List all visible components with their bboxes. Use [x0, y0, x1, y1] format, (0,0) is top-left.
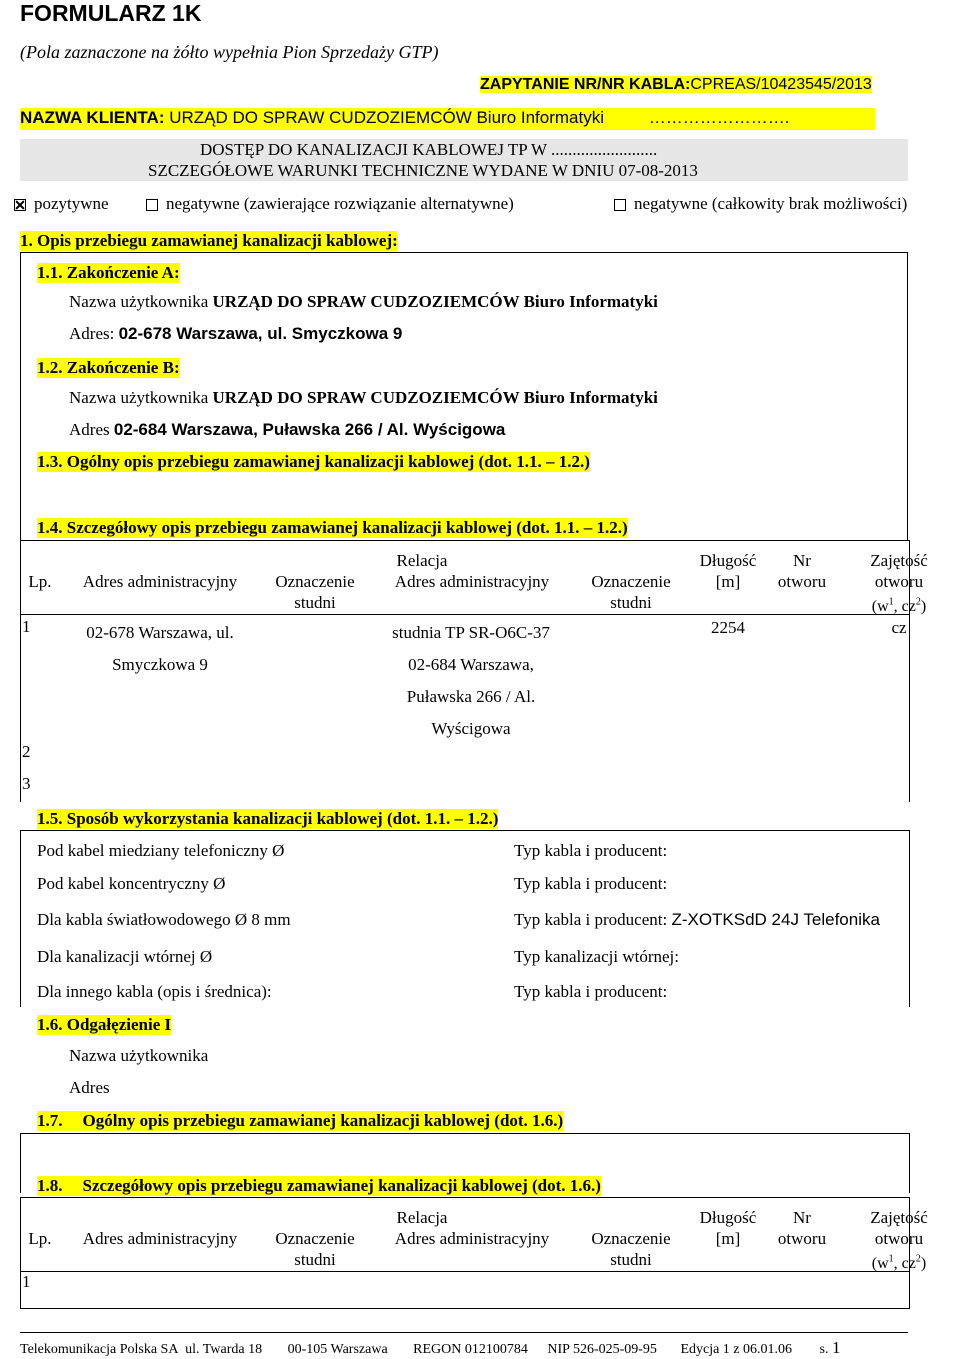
end-a-user-value: URZĄD DO SPRAW CUDZOZIEMCÓW Biuro Informatyki	[212, 292, 658, 311]
option-positive[interactable]	[14, 194, 109, 214]
section1-heading: 1. Opis przebiegu zamawianej kanalizacji kablowej:	[20, 231, 398, 250]
footer-street: ul. Twarda 18	[185, 1342, 263, 1357]
form-subtitle: (Pola zaznaczone na żółto wypełnia Pion Sprzedaży GTP)	[20, 42, 439, 62]
col-length	[690, 550, 766, 592]
table-row-2-lp: 2	[22, 742, 31, 761]
occ-mid: , cz	[893, 598, 916, 616]
usage-left-2: Pod kabel koncentryczny Ø	[37, 874, 226, 893]
col-length-a: Długość	[699, 551, 757, 570]
col-address-1: Adres administracyjny	[82, 572, 238, 591]
occ-post: )	[920, 598, 927, 616]
usage-left-1: Pod kabel miedziany telefoniczny Ø	[37, 841, 285, 860]
branch-general-num: 1.7.	[37, 1111, 63, 1130]
general-route-heading: 1.3. Ogólny opis przebiegu zamawianej kanalizacji kablowej (dot. 1.1. – 1.2.)	[37, 452, 590, 471]
usage-right-3-label: Typ kabla i producent:	[514, 910, 668, 929]
branch-col-lp: Lp.	[28, 1229, 52, 1248]
col-occupancy-c	[872, 598, 926, 615]
table-row-1-lp: 1	[22, 617, 31, 636]
end-a-address	[69, 324, 402, 344]
client-value: URZĄD DO SPRAW CUDZOZIEMCÓW Biuro Informatyki	[169, 108, 605, 127]
footer-rule	[20, 1332, 908, 1333]
col-manhole-2-a: Oznaczenie	[591, 572, 671, 591]
footer-regon: REGON 012100784	[413, 1342, 528, 1357]
option-negative-alternative-label: negatywne (zawierające rozwiązanie alternatywne)	[166, 194, 514, 213]
usage-right-2: Typ kabla i producent:	[514, 874, 668, 893]
col-length-b: [m]	[715, 572, 741, 591]
end-b-user-value: URZĄD DO SPRAW CUDZOZIEMCÓW Biuro Informatyki	[212, 388, 658, 407]
form-title: FORMULARZ 1K	[20, 0, 202, 26]
end-b-user-label: Nazwa użytkownika	[69, 388, 209, 407]
col-lp: Lp.	[28, 572, 52, 591]
end-a-heading: 1.1. Zakończenie A:	[37, 263, 180, 282]
client-row	[20, 108, 875, 130]
col-occupancy-a: Zajętość	[870, 551, 928, 570]
usage-heading: 1.5. Sposób wykorzystania kanalizacji kablowej (dot. 1.1. – 1.2.)	[37, 809, 499, 828]
row1-addr2-l4: Wyścigowa	[431, 719, 511, 738]
usage-right-3	[514, 910, 880, 930]
checked-checkbox-icon[interactable]	[14, 199, 26, 211]
col-manhole-1	[262, 571, 368, 613]
occ-sup2: 2	[915, 597, 921, 608]
b-col-occupancy-a: Zajętość	[870, 1208, 928, 1227]
col-manhole-2-b: studni	[610, 593, 652, 612]
usage-left-3: Dla kabla światłowodowego Ø 8 mm	[37, 910, 291, 929]
row1-addr2-l2: 02-684 Warszawa,	[408, 655, 534, 674]
usage-left-5: Dla innego kabla (opis i średnica):	[37, 982, 272, 1001]
branch-col-address-1: Adres administracyjny	[82, 1229, 238, 1248]
option-negative-none-label: negatywne (całkowity brak możliwości)	[634, 194, 908, 213]
option-positive-label: pozytywne	[34, 194, 109, 213]
branch-detail-heading	[37, 1176, 601, 1196]
end-b-address-label: Adres	[69, 420, 110, 439]
row1-addr2-l1: studnia TP SR-O6C-37	[392, 623, 550, 642]
table-row-1-address-2	[366, 617, 576, 745]
branch-table-header-divider	[20, 1271, 910, 1272]
footer-company: Telekomunikacja Polska SA	[20, 1342, 178, 1357]
branch-col-length	[690, 1207, 766, 1249]
row1-addr2-l3: Puławska 266 / Al.	[406, 687, 536, 706]
end-a-address-value: 02-678 Warszawa, ul. Smyczkowa 9	[118, 324, 403, 343]
table-row-1-length: 2254	[711, 618, 745, 637]
checkbox-icon[interactable]	[614, 199, 626, 211]
b-occ-mid: , cz	[893, 1255, 916, 1273]
branch-col-duct-no	[766, 1207, 838, 1249]
b-occ-post: )	[920, 1255, 927, 1273]
end-b-heading: 1.2. Zakończenie B:	[37, 358, 180, 377]
branch-heading: 1.6. Odgałęzienie I	[37, 1015, 172, 1034]
b-occ-sup1: 1	[888, 1254, 894, 1265]
request-number	[480, 76, 872, 94]
client-dots: …………………….	[648, 108, 790, 127]
conditions-line: SZCZEGÓŁOWE WARUNKI TECHNICZNE WYDANE W DNIU 07-08-2013	[148, 161, 698, 180]
usage-left-4: Dla kanalizacji wtórnej Ø	[37, 947, 213, 966]
detail-route-heading: 1.4. Szczegółowy opis przebiegu zamawianej kanalizacji kablowej (dot. 1.1. – 1.2.)	[37, 518, 628, 537]
branch-general-text: Ogólny opis przebiegu zamawianej kanalizacji kablowej (dot. 1.6.)	[82, 1111, 564, 1130]
row1-addr1-l1: 02-678 Warszawa, ul.	[86, 623, 234, 642]
b-col-manhole-2-a: Oznaczenie	[591, 1229, 671, 1248]
table-header-divider	[20, 614, 910, 615]
branch-user-label: Nazwa użytkownika	[69, 1046, 209, 1065]
end-a-user-label: Nazwa użytkownika	[69, 292, 209, 311]
b-col-manhole-1-a: Oznaczenie	[275, 1229, 355, 1248]
col-duct-no-a: Nr	[793, 551, 811, 570]
branch-col-manhole-2	[578, 1228, 684, 1270]
col-duct-no	[766, 550, 838, 592]
branch-col-manhole-1	[262, 1228, 368, 1270]
end-b-address	[69, 420, 505, 440]
request-value: CPREAS/10423545/2013	[690, 76, 872, 93]
request-label: ZAPYTANIE NR/NR KABLA:	[480, 76, 691, 93]
branch-detail-text: Szczegółowy opis przebiegu zamawianej kanalizacji kablowej (dot. 1.6.)	[82, 1176, 601, 1195]
b-col-manhole-2-b: studni	[610, 1250, 652, 1269]
footer-page-prefix: s.	[819, 1342, 829, 1357]
footer-nip: NIP 526-025-09-95	[547, 1342, 657, 1357]
table-row-1-address-1	[60, 617, 260, 681]
col-occupancy	[840, 550, 958, 617]
col-relation: Relacja	[396, 551, 448, 570]
branch-table-row-1-lp: 1	[22, 1272, 31, 1291]
occ-sup1: 1	[888, 597, 894, 608]
b-col-length-b: [m]	[715, 1229, 741, 1248]
branch-detail-num: 1.8.	[37, 1176, 63, 1195]
end-a-user	[69, 292, 658, 312]
usage-right-1: Typ kabla i producent:	[514, 841, 668, 860]
branch-general-heading	[37, 1111, 563, 1131]
end-b-user	[69, 388, 658, 408]
b-col-duct-no-a: Nr	[793, 1208, 811, 1227]
usage-right-3-value: Z-XOTKSdD 24J Telefonika	[671, 910, 880, 929]
branch-col-relation: Relacja	[396, 1208, 448, 1227]
table-row-1-occupancy: cz	[891, 618, 907, 637]
occ-pre: (w	[871, 598, 889, 616]
client-label: NAZWA KLIENTA:	[20, 108, 165, 127]
option-negative-none[interactable]	[614, 194, 907, 214]
col-occupancy-b: otworu	[874, 572, 924, 591]
col-duct-no-b: otworu	[777, 572, 827, 591]
col-manhole-1-a: Oznaczenie	[275, 572, 355, 591]
b-occ-pre: (w	[871, 1255, 889, 1273]
footer-page: 1	[831, 1338, 841, 1357]
end-a-address-label: Adres:	[69, 324, 115, 343]
b-col-occupancy-b: otworu	[874, 1229, 924, 1248]
b-col-occupancy-c	[872, 1255, 926, 1272]
branch-col-occupancy	[840, 1207, 958, 1274]
b-col-duct-no-b: otworu	[777, 1229, 827, 1248]
access-line: DOSTĘP DO KANALIZACJI KABLOWEJ TP W .........................	[200, 140, 658, 159]
col-manhole-2	[578, 571, 684, 613]
col-manhole-1-b: studni	[294, 593, 336, 612]
usage-right-4: Typ kanalizacji wtórnej:	[514, 947, 679, 966]
option-negative-alternative[interactable]	[146, 194, 514, 214]
branch-address-label: Adres	[69, 1078, 110, 1097]
end-b-address-value: 02-684 Warszawa, Puławska 266 / Al. Wyścigowa	[113, 420, 506, 439]
footer-edition: Edycja 1 z 06.01.06	[680, 1342, 793, 1357]
footer-city: 00-105 Warszawa	[287, 1342, 388, 1357]
b-col-manhole-1-b: studni	[294, 1250, 336, 1269]
row1-addr1-l2: Smyczkowa 9	[112, 655, 208, 674]
checkbox-icon[interactable]	[146, 199, 158, 211]
col-address-2: Adres administracyjny	[394, 572, 550, 591]
b-occ-sup2: 2	[915, 1254, 921, 1265]
branch-col-address-2: Adres administracyjny	[394, 1229, 550, 1248]
b-col-length-a: Długość	[699, 1208, 757, 1227]
table-row-3-lp: 3	[22, 774, 31, 793]
usage-right-5: Typ kabla i producent:	[514, 982, 668, 1001]
footer	[20, 1338, 840, 1358]
